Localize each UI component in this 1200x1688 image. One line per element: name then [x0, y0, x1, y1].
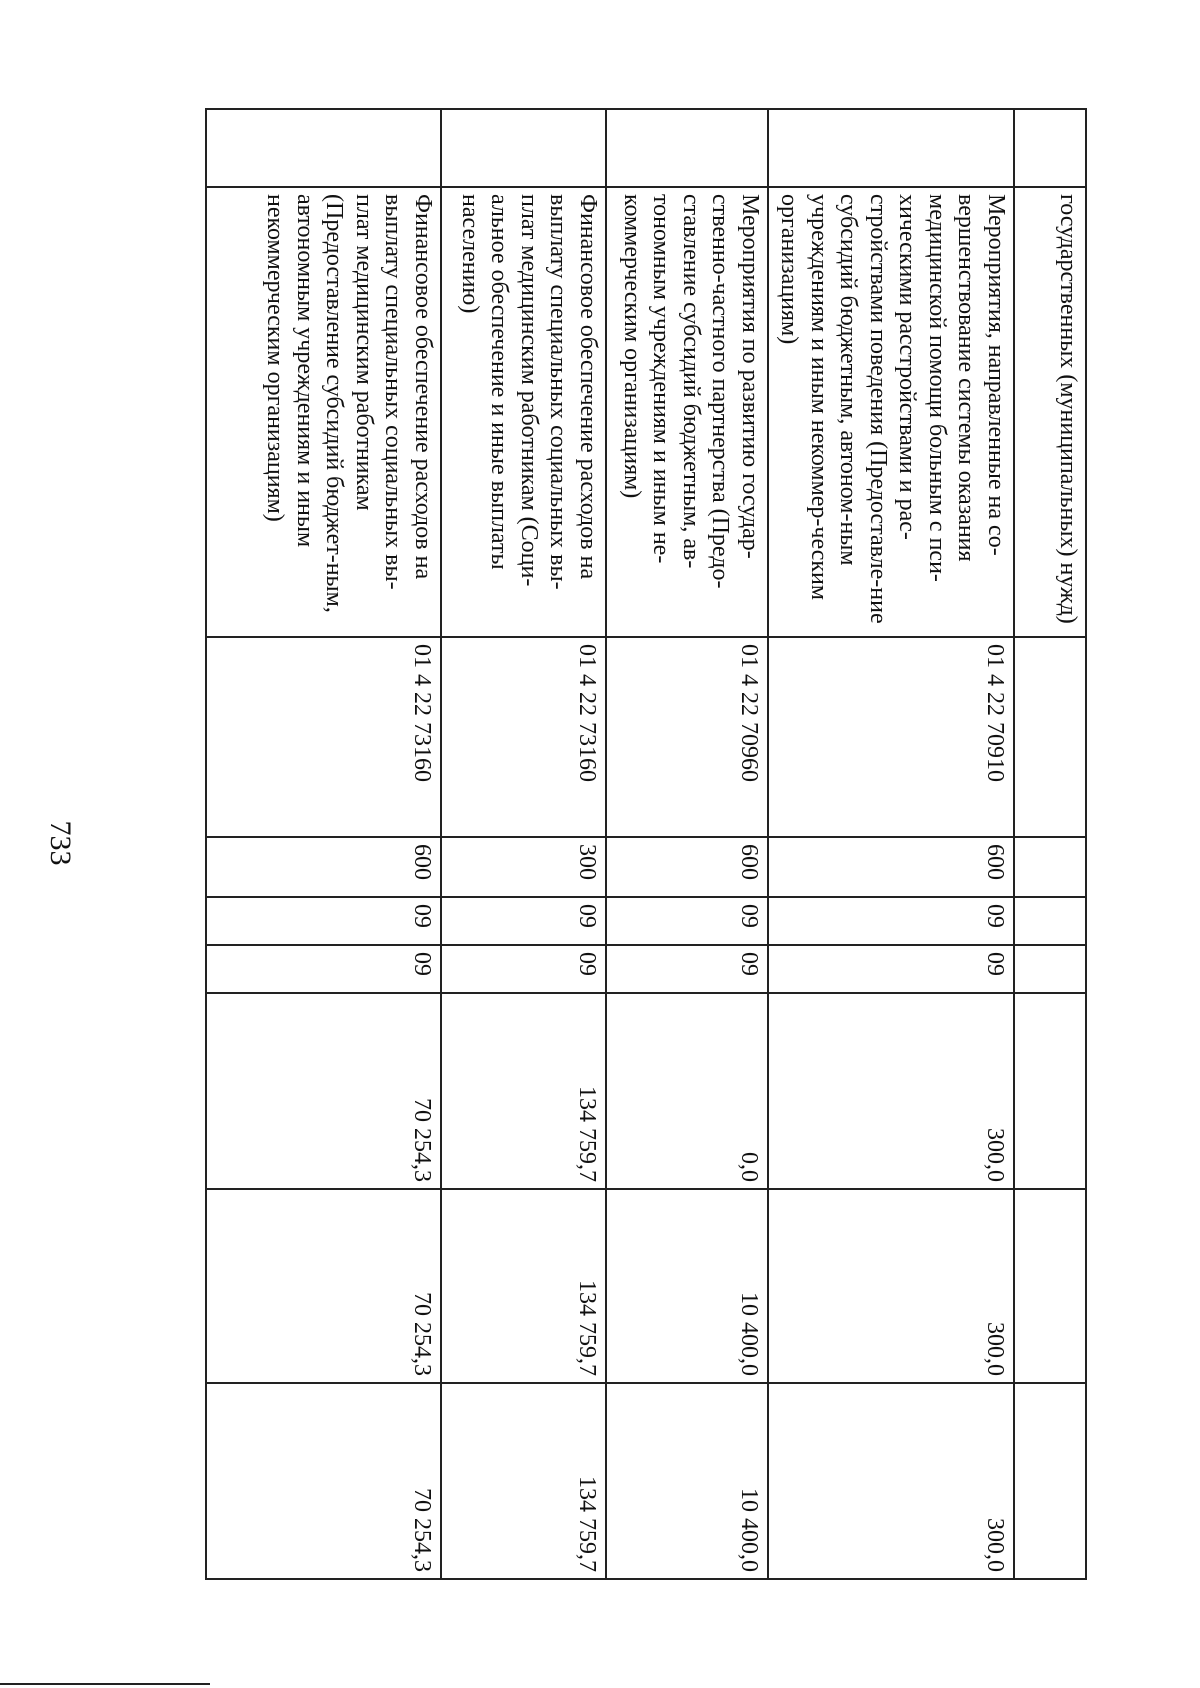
description-cell: Финансовое обеспечение расходов на выплату специальных социальных вы-плат медицинским работникам (Соци-альное обеспечение и иные выплаты населению): [441, 187, 606, 637]
amount-year2-cell: 134 759,7: [441, 1189, 606, 1383]
amount-year1-cell: 134 759,7: [441, 993, 606, 1189]
page-number: 733: [44, 820, 77, 866]
subsection-cell: 09: [606, 945, 768, 993]
blank-cell: [441, 109, 606, 187]
description-cell: Финансовое обеспечение расходов на выплату специальных социальных вы-плат медицинским работникам (Предоставление субсидий бюджет-ным, автономным учреждениям и иным некоммерческим организациям): [206, 187, 441, 637]
blank-cell: [206, 109, 441, 187]
amount-year3-cell: 300,0: [768, 1383, 1014, 1579]
table-row: [606, 109, 768, 1579]
table-row: [441, 109, 606, 1579]
expense-type-cell: 600: [606, 837, 768, 897]
amount-year2-cell: 70 254,3: [206, 1189, 441, 1383]
subsection-cell: 09: [441, 945, 606, 993]
target-code-cell: 01 4 22 70960: [606, 637, 768, 837]
amount-year2-cell: [1014, 1189, 1086, 1383]
amount-year2-cell: 300,0: [768, 1189, 1014, 1383]
description-cell: государственных (муниципальных) нужд): [1014, 187, 1086, 637]
amount-year3-cell: 70 254,3: [206, 1383, 441, 1579]
amount-year3-cell: [1014, 1383, 1086, 1579]
amount-year3-cell: 10 400,0: [606, 1383, 768, 1579]
blank-cell: [606, 109, 768, 187]
subsection-cell: 09: [206, 945, 441, 993]
scan-edge-line: [0, 1683, 210, 1685]
target-code-cell: 01 4 22 70910: [768, 637, 1014, 837]
table-row: [206, 109, 441, 1579]
table-row: [1014, 109, 1086, 1579]
section-cell: [1014, 897, 1086, 945]
target-code-cell: 01 4 22 73160: [441, 637, 606, 837]
section-cell: 09: [441, 897, 606, 945]
expense-type-cell: 600: [768, 837, 1014, 897]
section-cell: 09: [206, 897, 441, 945]
description-cell: Мероприятия по развитию государ-ственно-частного партнерства (Предо-ставление субсидий бюджетным, ав-тономным учреждениям и иным не-коммерческим организациям): [606, 187, 768, 637]
blank-cell: [768, 109, 1014, 187]
amount-year1-cell: 0,0: [606, 993, 768, 1189]
description-cell: Мероприятия, направленные на со-вершенствование системы оказания медицинской помощи больным с пси-хическими расстройствами и рас-стройствами поведения (Предоставле-ние субсидий бюджетным, автоном-ным учреждениям и иным некоммер-ческим организациям): [768, 187, 1014, 637]
blank-cell: [1014, 109, 1086, 187]
section-cell: 09: [606, 897, 768, 945]
rotated-budget-table: [207, 108, 1087, 1578]
expense-type-cell: [1014, 837, 1086, 897]
expense-type-cell: 300: [441, 837, 606, 897]
amount-year1-cell: 300,0: [768, 993, 1014, 1189]
amount-year3-cell: 134 759,7: [441, 1383, 606, 1579]
section-cell: 09: [768, 897, 1014, 945]
target-code-cell: [1014, 637, 1086, 837]
budget-table: [205, 108, 1087, 1580]
target-code-cell: 01 4 22 73160: [206, 637, 441, 837]
amount-year1-cell: [1014, 993, 1086, 1189]
amount-year2-cell: 10 400,0: [606, 1189, 768, 1383]
expense-type-cell: 600: [206, 837, 441, 897]
amount-year1-cell: 70 254,3: [206, 993, 441, 1189]
table-row: [768, 109, 1014, 1579]
subsection-cell: [1014, 945, 1086, 993]
subsection-cell: 09: [768, 945, 1014, 993]
